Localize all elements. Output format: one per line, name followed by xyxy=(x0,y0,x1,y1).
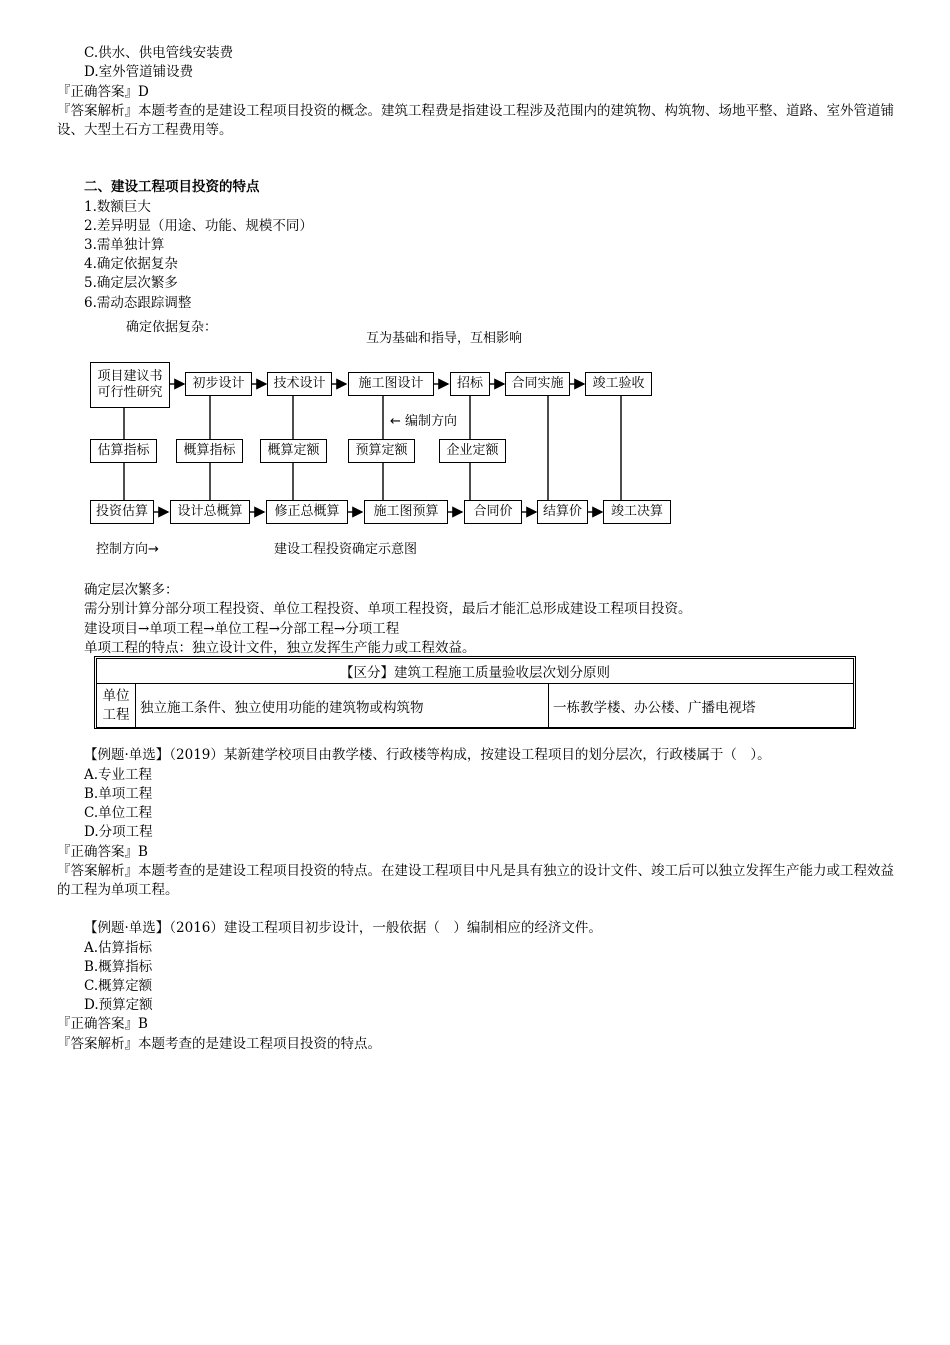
levels-line1: 需分别计算分部分项工程投资、单位工程投资、单项工程投资，最后才能汇总形成建设工程项目投资。 xyxy=(84,601,692,617)
norm-budgetary-quota: 预算定额 xyxy=(348,439,415,463)
stage-proposal: 项目建议书 可行性研究 xyxy=(90,362,170,408)
compile-direction: ← 编制方向 xyxy=(390,414,458,429)
table-header: 【区分】建筑工程施工质量验收层次划分原则 xyxy=(97,659,854,684)
question-option: C.单位工程 xyxy=(84,805,153,821)
table-cell-example: 一栋教学楼、办公楼、广播电视塔 xyxy=(549,684,854,728)
levels-line3: 单项工程的特点：独立设计文件，独立发挥生产能力或工程效益。 xyxy=(84,640,476,656)
feature-item: 3.需单独计算 xyxy=(84,237,165,253)
feature-item: 5.确定层次繁多 xyxy=(84,275,178,291)
feature-item: 6.需动态跟踪调整 xyxy=(84,295,192,311)
cost-drawing-budget: 施工图预算 xyxy=(364,500,448,524)
question-option: C.概算定额 xyxy=(84,978,153,994)
correct-answer: 『正确答案』B xyxy=(57,844,148,860)
norm-enterprise-quota: 企业定额 xyxy=(439,439,506,463)
answer-analysis: 『答案解析』本题考查的是建设工程项目投资的特点。在建设工程项目中凡是具有独立的设计文件、竣工后可以独立发挥生产能力或工程效益的工程为单项工程。 xyxy=(57,863,894,898)
norm-budget-index: 概算指标 xyxy=(176,439,243,463)
correct-answer: 『正确答案』D xyxy=(57,84,149,100)
feature-item: 2.差异明显（用途、功能、规模不同） xyxy=(84,218,313,234)
question-option: A.估算指标 xyxy=(84,940,153,956)
levels-title: 确定层次繁多： xyxy=(84,582,179,598)
stage-completion: 竣工验收 xyxy=(585,372,652,396)
levels-line2: 建设项目→单项工程→单位工程→分部工程→分项工程 xyxy=(84,621,400,637)
division-table xyxy=(96,658,854,728)
diagram-connectors xyxy=(84,312,704,562)
question-stem: 【例题·单选】（2019）某新建学校项目由教学楼、行政楼等构成，按建设工程项目的划分层次，行政楼属于（ ）。 xyxy=(84,747,771,763)
feature-item: 1.数额巨大 xyxy=(84,199,151,215)
question-stem: 【例题·单选】（2016）建设工程项目初步设计，一般依据（ ）编制相应的经济文件。 xyxy=(84,920,602,936)
section-heading: 二、建设工程项目投资的特点 xyxy=(84,179,260,195)
question-option: D.分项工程 xyxy=(84,824,153,840)
cost-settlement-price: 结算价 xyxy=(537,500,588,524)
answer-analysis: 『答案解析』本题考查的是建设工程项目投资的特点。 xyxy=(57,1036,381,1052)
stage-contract: 合同实施 xyxy=(505,372,570,396)
cost-design-estimate: 设计总概算 xyxy=(170,500,250,524)
feature-item: 4.确定依据复杂 xyxy=(84,256,178,272)
stage-construction-drawing: 施工图设计 xyxy=(348,372,434,396)
diagram-bottom-caption: 建设工程投资确定示意图 xyxy=(274,542,418,557)
answer-analysis: 『答案解析』本题考查的是建设工程项目投资的概念。建筑工程费是指建设工程涉及范围内的建筑物、构筑物、场地平整、道路、室外管道铺设、大型土石方工程费用等。 xyxy=(57,103,894,138)
question-option: D.预算定额 xyxy=(84,997,153,1013)
investment-diagram xyxy=(84,312,704,562)
correct-answer: 『正确答案』B xyxy=(57,1016,148,1032)
table-cell-label: 单位 工程 xyxy=(97,684,136,728)
stage-bidding: 招标 xyxy=(450,372,490,396)
cost-final-accounts: 竣工决算 xyxy=(603,500,671,524)
option-d: D.室外管道铺设费 xyxy=(84,64,194,80)
diagram-label-left: 确定依据复杂： xyxy=(126,320,218,335)
cost-revised-estimate: 修正总概算 xyxy=(266,500,348,524)
question-option: A.专业工程 xyxy=(84,767,153,783)
table-cell-desc: 独立施工条件、独立使用功能的建筑物或构筑物 xyxy=(136,684,549,728)
stage-preliminary-design: 初步设计 xyxy=(185,372,252,396)
question-option: B.概算指标 xyxy=(84,959,153,975)
norm-estimate-index: 估算指标 xyxy=(90,439,157,463)
diagram-top-caption: 互为基础和指导，互相影响 xyxy=(366,331,523,346)
question-option: B.单项工程 xyxy=(84,786,153,802)
option-c: C.供水、供电管线安装费 xyxy=(84,45,234,61)
control-direction: 控制方向→ xyxy=(96,542,159,557)
norm-budget-quota: 概算定额 xyxy=(260,439,327,463)
cost-investment-estimate: 投资估算 xyxy=(90,500,154,524)
stage-technical-design: 技术设计 xyxy=(267,372,332,396)
cost-contract-price: 合同价 xyxy=(464,500,522,524)
